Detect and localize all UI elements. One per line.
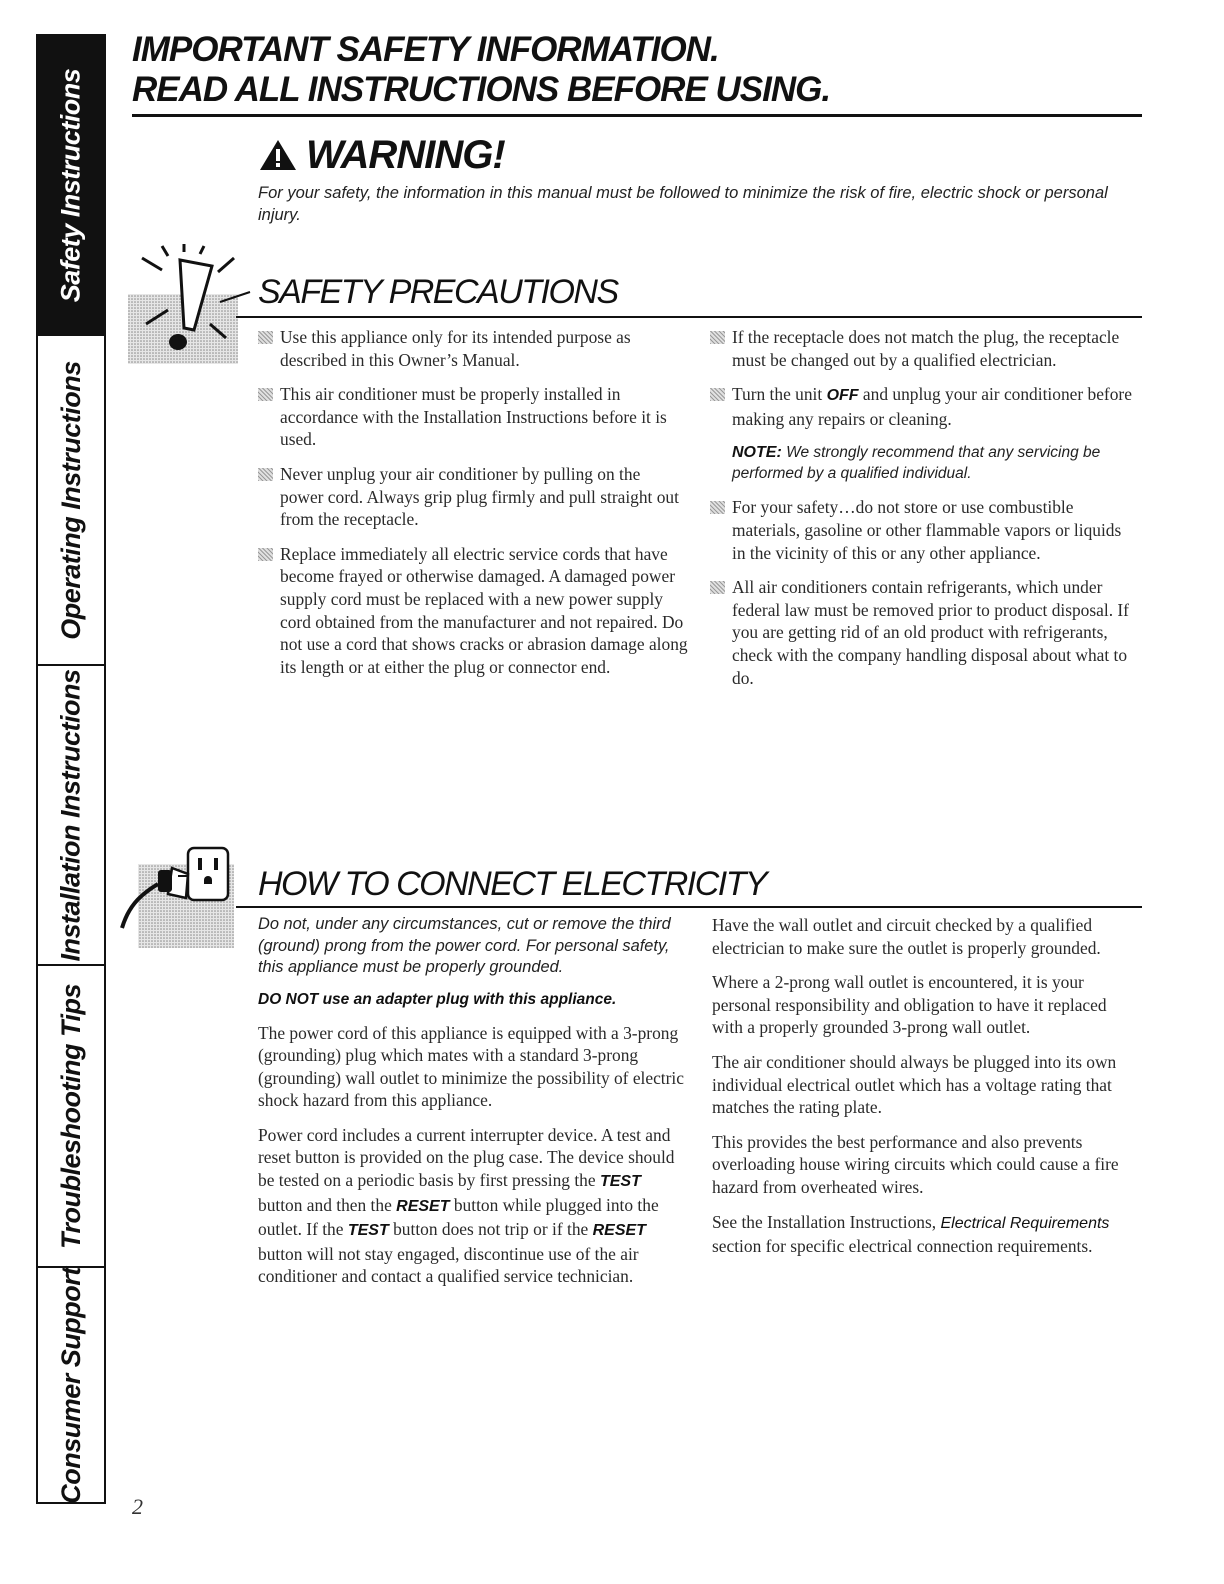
test-button-label: TEST: [599, 1173, 641, 1191]
warning-text: For your safety, the information in this manual must be followed to minimize the risk of fire, electric shock or personal injury.: [258, 184, 1108, 224]
side-tab-navigation: [36, 34, 106, 1504]
tab-label: Safety Instructions: [55, 68, 86, 302]
header-line-2: READ ALL INSTRUCTIONS BEFORE USING.: [132, 70, 831, 109]
tab-operating-instructions[interactable]: [38, 336, 104, 666]
reset-button-label: RESET: [396, 1197, 450, 1215]
reset-button-label: RESET: [592, 1222, 646, 1240]
paragraph: [258, 1124, 688, 1288]
header-line-1: IMPORTANT SAFETY INFORMATION.: [132, 30, 719, 69]
paragraph: This provides the best performance and also prevents overloading house wiring circuits which could cause a fire hazard from overheated wires.: [712, 1131, 1119, 1197]
list-item-text: This air conditioner must be properly installed in accordance with the Installation Instructions before it is used.: [280, 384, 667, 450]
caution-exclamation-icon: [128, 244, 260, 364]
safety-left-column: [258, 326, 688, 690]
safety-right-column: [710, 326, 1138, 701]
tab-label: Operating Instructions: [55, 360, 86, 640]
list-item: [258, 383, 688, 451]
list-item-text: All air conditioners contain refrigerants, which under federal law must be removed prior to product disposal. If you are getting rid of an old product with refrigerants, check with the company handling disposal about what to do.: [732, 577, 1129, 688]
connect-electricity-heading: HOW TO CONNECT ELECTRICITY: [258, 865, 767, 903]
paragraph-text: button does not trip or if the: [393, 1219, 589, 1240]
test-button-label: TEST: [347, 1222, 389, 1240]
paragraph-text: Power cord includes a current interrupter device. A test and reset button is provided on the plug case. The device should be tested on a periodic basis by first pressing the: [258, 1124, 675, 1191]
warning-heading: [258, 130, 1138, 180]
list-item: [710, 576, 1138, 689]
bullet-icon: [710, 388, 725, 401]
bullet-icon: [258, 468, 273, 481]
adapter-warning-text: use an adapter plug with this appliance.: [322, 990, 617, 1008]
paragraph-text: button while plugged into the outlet. If the: [258, 1194, 659, 1240]
tab-label: Installation Instructions: [55, 668, 86, 962]
bullet-icon: [258, 388, 273, 401]
safety-precautions-heading: SAFETY PRECAUTIONS: [258, 273, 618, 311]
page-number: 2: [132, 1494, 143, 1519]
electric-left-column: [258, 914, 688, 1300]
bullet-icon: [258, 548, 273, 561]
tab-label: Consumer Support: [55, 1266, 86, 1504]
list-item-text: For your safety…do not store or use combustible materials, gasoline or other flammable vapors or liquids in the vicinity of this or any other appliance.: [732, 497, 1122, 563]
adapter-warning: [258, 989, 688, 1010]
list-item: [710, 326, 1138, 371]
list-item-text: and unplug your air conditioner before making any repairs or cleaning.: [732, 384, 1132, 429]
paragraph-text: button will not stay engaged, discontinue use of the air conditioner and contact a qualified service technician.: [258, 1243, 639, 1287]
list-item-text: Replace immediately all electric service cords that have become frayed or otherwise damaged. A damaged power supply cord must be replaced with a new power supply cord obtained from the manufacturer and not repaired. Do not use a cord that shows cracks or abrasion damage along its length or at either the plug or connector end.: [280, 543, 688, 677]
section-rule: [236, 906, 1142, 908]
warning-block: [258, 130, 1138, 226]
electric-right-column: [712, 914, 1138, 1270]
paragraph: Have the wall outlet and circuit checked by a qualified electrician to make sure the outlet is properly grounded.: [712, 915, 1101, 958]
list-item: [710, 496, 1138, 564]
list-item: [710, 383, 1138, 430]
paragraph: Where a 2-prong wall outlet is encountered, it is your personal responsibility and obligation to have it replaced with a properly grounded 3-prong wall outlet.: [712, 972, 1107, 1038]
tab-troubleshooting-tips[interactable]: [38, 966, 104, 1268]
list-item-text: Never unplug your air conditioner by pulling on the power cord. Always grip plug firmly and pull straight out from the receptacle.: [280, 463, 679, 530]
page-header: [132, 30, 1142, 110]
plug-outlet-icon: [118, 844, 236, 948]
bullet-icon: [710, 501, 725, 514]
tab-installation-instructions[interactable]: [38, 666, 104, 966]
section-rule: [236, 316, 1142, 318]
list-item: [258, 463, 688, 531]
warning-triangle-icon: [258, 138, 298, 172]
paragraph-text: section for specific electrical connection requirements.: [712, 1236, 1093, 1257]
list-item-text: Use this appliance only for its intended purpose as described in this Owner’s Manual.: [280, 327, 631, 370]
bullet-icon: [710, 581, 725, 594]
paragraph-text: button and then the: [258, 1194, 392, 1215]
bullet-icon: [258, 331, 273, 344]
bullet-icon: [710, 331, 725, 344]
note-label: NOTE:: [732, 444, 782, 462]
do-not-label: DO NOT: [258, 990, 319, 1008]
list-item: [258, 326, 688, 371]
paragraph: [712, 1211, 1138, 1258]
note-text: We strongly recommend that any servicing be performed by a qualified individual.: [732, 444, 1101, 483]
note: [710, 442, 1138, 484]
grounding-warning: Do not, under any circumstances, cut or remove the third (ground) prong from the power cord. For personal safety, this appliance must be properly grounded.: [258, 915, 671, 976]
list-item: [258, 543, 688, 679]
off-label: OFF: [826, 387, 859, 405]
list-item-text: Turn the unit: [732, 384, 823, 405]
header-rule: [132, 114, 1142, 117]
paragraph: The power cord of this appliance is equipped with a 3-prong (grounding) plug which mates with a standard 3-prong (grounding) wall outlet to minimize the possibility of electric shock hazard from this appliance.: [258, 1022, 684, 1111]
paragraph-text: See the Installation Instructions,: [712, 1211, 937, 1232]
list-item-text: If the receptacle does not match the plug, the receptacle must be changed out by a qualified electrician.: [732, 327, 1120, 370]
warning-title: WARNING!: [306, 133, 505, 177]
tab-safety-instructions[interactable]: [38, 36, 104, 336]
tab-consumer-support[interactable]: [38, 1268, 104, 1502]
paragraph: The air conditioner should always be plugged into its own individual electrical outlet which has a voltage rating that matches the rating plate.: [712, 1051, 1117, 1118]
tab-label: Troubleshooting Tips: [55, 983, 86, 1249]
electrical-requirements-reference: Electrical Requirements: [940, 1214, 1110, 1232]
